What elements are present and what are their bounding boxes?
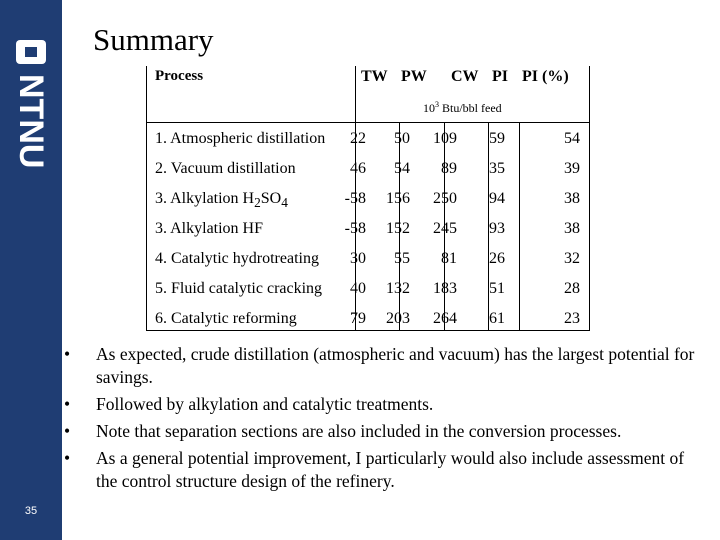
table-row — [147, 156, 590, 186]
process-name: 3. Alkylation HF — [155, 220, 264, 237]
cw-value: 81 — [441, 250, 457, 267]
pi-percent-value: 28 — [564, 280, 580, 297]
table-row — [147, 276, 590, 306]
pw-value: 152 — [386, 220, 410, 237]
pi-percent-value: 54 — [564, 130, 580, 147]
tw-value: 22 — [350, 130, 366, 147]
pw-value: 156 — [386, 190, 410, 207]
bullet-item — [64, 447, 704, 493]
cw-value: 250 — [433, 190, 457, 207]
pw-value: 203 — [386, 310, 410, 327]
bullet-list — [64, 343, 704, 497]
pi-value: 51 — [489, 280, 505, 297]
units-label: $10^3$ Btu/bbl feed — [423, 100, 502, 115]
cw-value: 89 — [441, 160, 457, 177]
tw-value: -58 — [344, 190, 366, 207]
ntnu-logo — [6, 40, 56, 190]
pi-percent-value: 32 — [564, 250, 580, 267]
tw-value: 79 — [350, 310, 366, 327]
header-pw: PW — [401, 68, 427, 85]
table-row — [147, 216, 590, 246]
tw-value: 46 — [350, 160, 366, 177]
bullet-text: Note that separation sections are also included in the conversion processes. — [96, 421, 622, 441]
bullet-text: Followed by alkylation and catalytic treatments. — [96, 394, 434, 414]
bullet-marker: • — [64, 394, 71, 414]
tw-value: 40 — [350, 280, 366, 297]
pi-value: 61 — [489, 310, 505, 327]
pi-percent-value: 39 — [564, 160, 580, 177]
header-cw: CW — [451, 68, 479, 85]
process-name: 2. Vacuum distillation — [155, 160, 296, 177]
pw-value: 55 — [394, 250, 410, 267]
pi-percent-value: 23 — [564, 310, 580, 327]
bullet-marker: • — [64, 344, 71, 364]
cw-value: 109 — [433, 130, 457, 147]
process-name: 1. Atmospheric distillation — [155, 130, 326, 147]
process-name: 4. Catalytic hydrotreating — [155, 250, 319, 267]
process-name: 6. Catalytic reforming — [155, 310, 297, 327]
svg-text:NTNU: NTNU — [12, 74, 50, 169]
bullet-item — [64, 393, 704, 416]
pi-value: 35 — [489, 160, 505, 177]
pw-value: 50 — [394, 130, 410, 147]
tw-value: 30 — [350, 250, 366, 267]
slide-title: Summary — [93, 22, 214, 57]
process-name: 3. Alkylation $H_2SO_4$ — [155, 190, 288, 211]
table-row — [147, 306, 590, 336]
table-row — [147, 246, 590, 276]
pi-value: 93 — [489, 220, 505, 237]
pi-value: 26 — [489, 250, 505, 267]
tw-value: -58 — [344, 220, 366, 237]
header-tw: TW — [361, 68, 388, 85]
process-name: 5. Fluid catalytic cracking — [155, 280, 323, 297]
pi-percent-value: 38 — [564, 190, 580, 207]
header-pi-percent: PI (%) — [522, 68, 569, 85]
cw-value: 245 — [433, 220, 457, 237]
header-pi: PI — [492, 68, 508, 85]
bullet-text: As a general potential improvement, I particularly would also include assessment of the control structure design of the refinery. — [96, 448, 685, 491]
pw-value: 132 — [386, 280, 410, 297]
bullet-text: As expected, crude distillation (atmospheric and vacuum) has the largest potential for savings. — [96, 344, 695, 387]
table-row — [147, 126, 590, 156]
header-process: Process — [155, 68, 204, 84]
summary-table — [146, 66, 590, 331]
bullet-marker: • — [64, 421, 71, 441]
cw-value: 264 — [433, 310, 457, 327]
page-number: 35 — [24, 505, 38, 517]
bullet-marker: • — [64, 448, 71, 468]
table-row — [147, 186, 590, 216]
pi-percent-value: 38 — [564, 220, 580, 237]
bullet-item — [64, 343, 704, 389]
pw-value: 54 — [394, 160, 410, 177]
cw-value: 183 — [433, 280, 457, 297]
pi-value: 59 — [489, 130, 505, 147]
bullet-item — [64, 420, 704, 443]
row-divider — [147, 122, 590, 123]
sidebar-band — [0, 0, 62, 540]
pi-value: 94 — [489, 190, 505, 207]
